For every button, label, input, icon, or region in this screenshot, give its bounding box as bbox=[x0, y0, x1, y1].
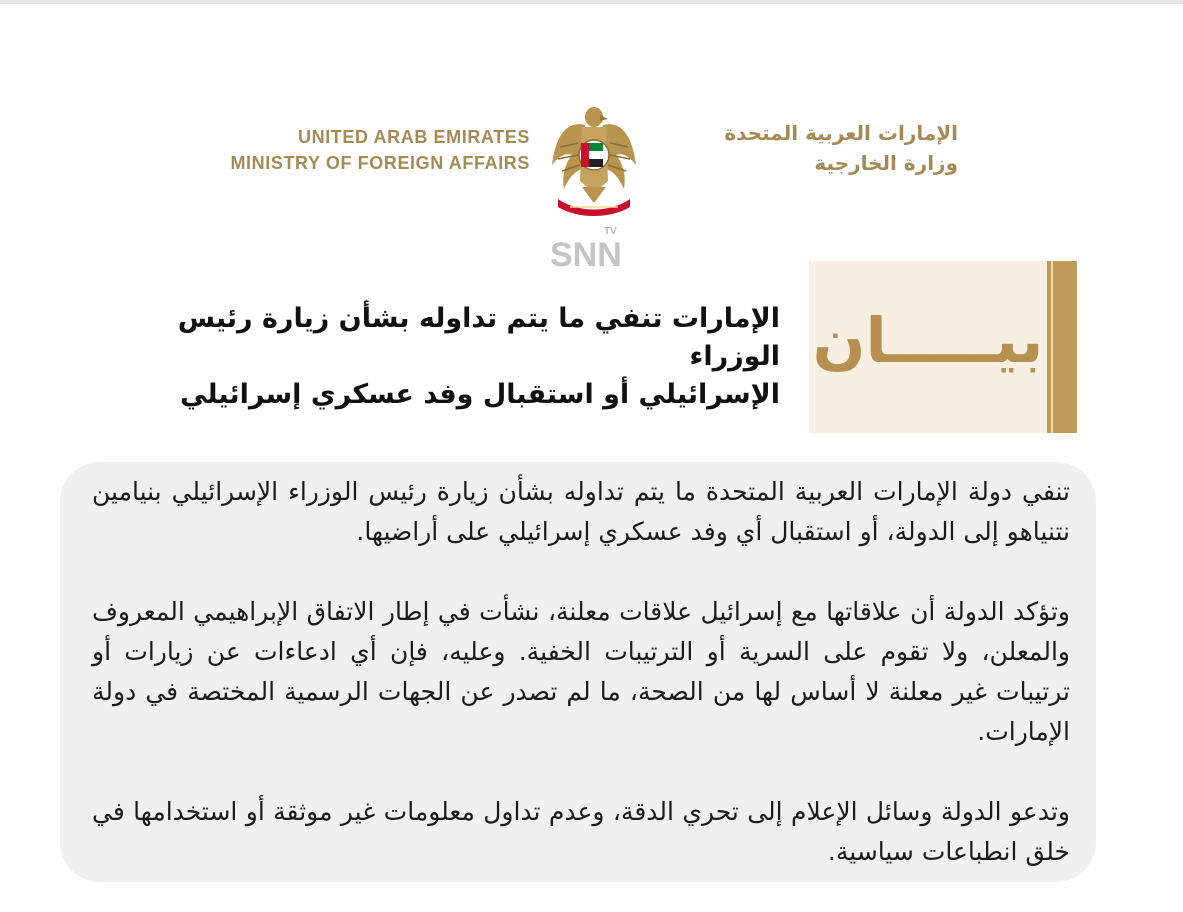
header-english-ministry: MINISTRY OF FOREIGN AFFAIRS bbox=[230, 153, 530, 173]
header-english bbox=[200, 124, 530, 176]
watermark-brand: SNN bbox=[550, 236, 622, 270]
statement-label-box bbox=[809, 261, 1077, 433]
uae-falcon-emblem-icon bbox=[548, 103, 640, 218]
statement-label-stripe-line bbox=[1051, 261, 1053, 433]
header-english-country: UNITED ARAB EMIRATES bbox=[298, 127, 530, 147]
statement-title-line1: الإمارات تنفي ما يتم تداوله بشأن زيارة رئيس الوزراء bbox=[177, 303, 780, 372]
header-arabic bbox=[658, 118, 958, 178]
statement-body bbox=[92, 472, 1070, 912]
statement-paragraph: وتؤكد الدولة أن علاقاتها مع إسرائيل علاقات معلنة، نشأت في إطار الاتفاق الإبراهيمي المعروف والمعلن، ولا تقوم على السرية أو الترتيبات الخفية. وعليه، فإن أي ادعاءات عن زيارات أو ترتيبات غير معلنة لا أساس لها من الصحة، ما لم تصدر عن الجهات الرسمية المختصة في دولة الإمارات. bbox=[92, 597, 1070, 746]
statement-paragraph: وتدعو الدولة وسائل الإعلام إلى تحري الدقة، وعدم تداول معلومات غير موثقة أو استخدامها في خلق انطباعات سياسية. bbox=[92, 797, 1070, 866]
header-arabic-country: الإمارات العربية المتحدة bbox=[724, 121, 958, 145]
snn-tv-watermark bbox=[548, 222, 640, 270]
statement-paragraph: تنفي دولة الإمارات العربية المتحدة ما يتم تداوله بشأن زيارة رئيس الوزراء الإسرائيلي بنيامين نتنياهو إلى الدولة، أو استقبال أي وفد عسكري إسرائيلي على أراضيها. bbox=[92, 477, 1070, 546]
watermark-suffix: TV bbox=[604, 226, 617, 237]
statement-label: بيـــــان bbox=[812, 304, 1044, 377]
top-divider bbox=[0, 0, 1183, 4]
statement-title bbox=[120, 300, 780, 414]
statement-title-line2: الإسرائيلي أو استقبال وفد عسكري إسرائيلي bbox=[180, 379, 780, 410]
header-arabic-ministry: وزارة الخارجية bbox=[814, 151, 958, 175]
